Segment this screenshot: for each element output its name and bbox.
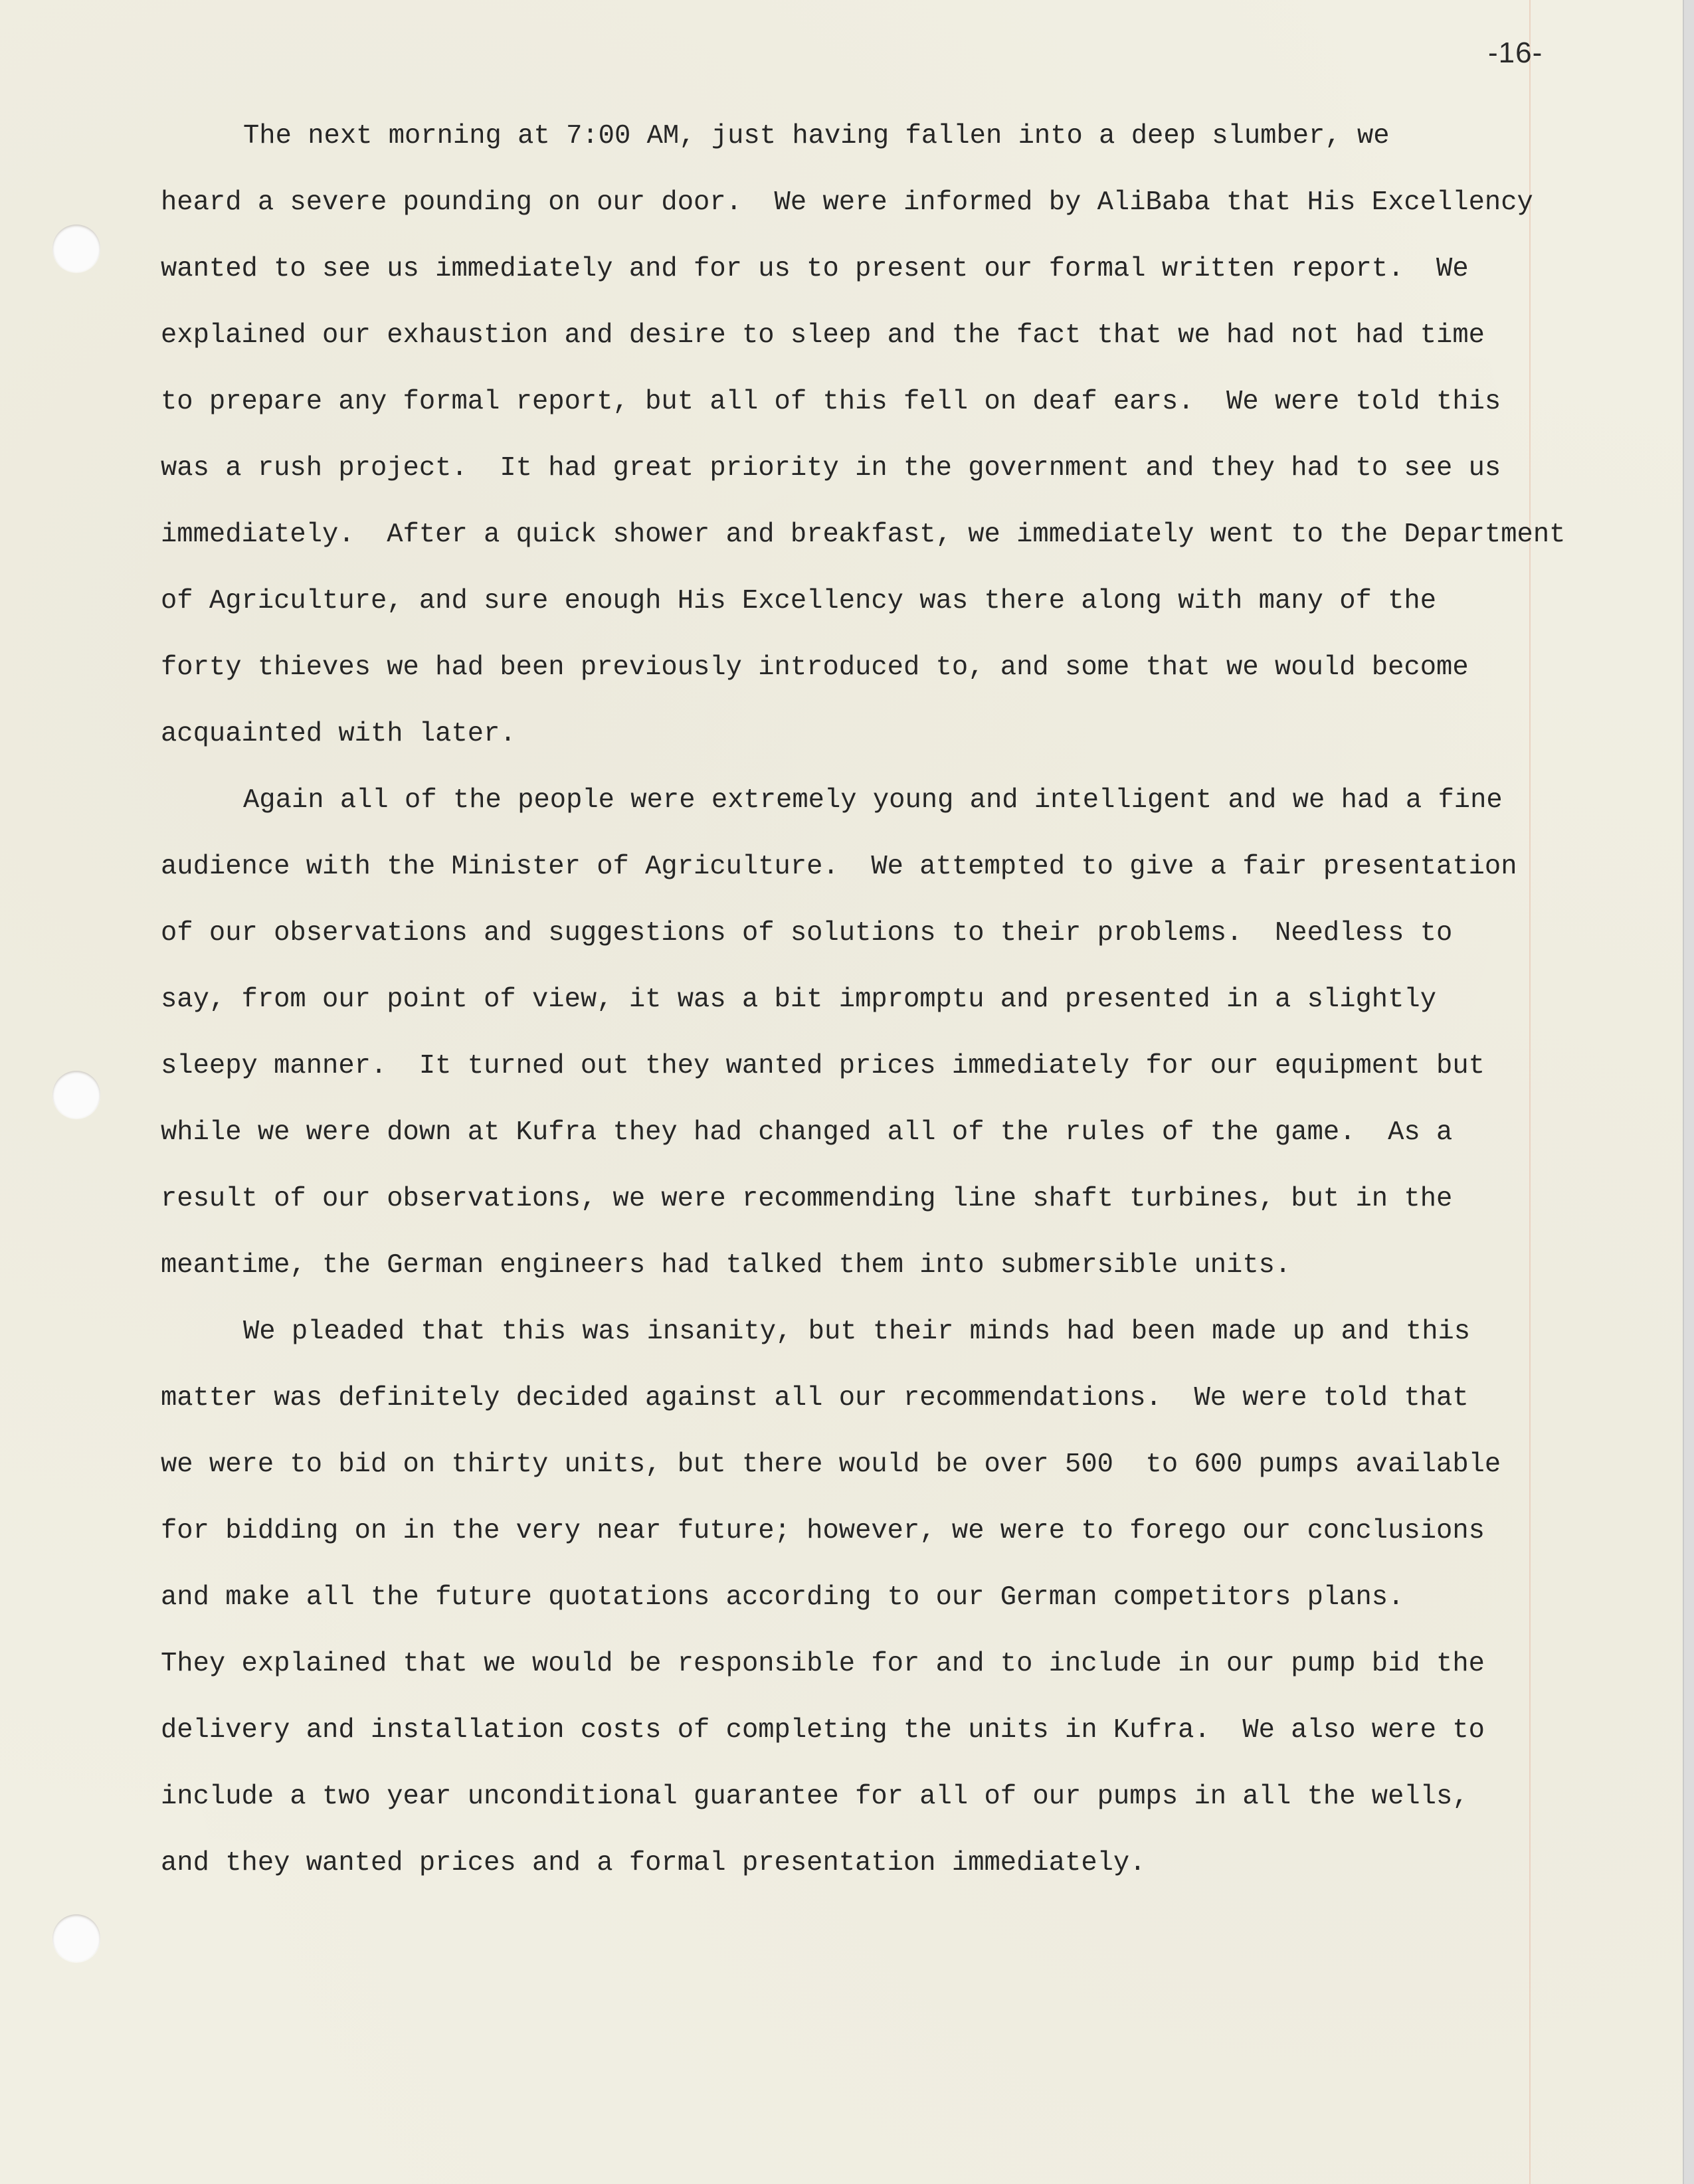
text-line: sleepy manner. It turned out they wanted prices immediately for our equipment but — [161, 1051, 1485, 1081]
text-line: audience with the Minister of Agriculture. We attempted to give a fair presentation — [161, 852, 1517, 882]
text-line: to prepare any formal report, but all of this fell on deaf ears. We were told this — [161, 387, 1501, 417]
punch-hole — [52, 225, 100, 272]
text-line: while we were down at Kufra they had changed all of the rules of the game. As a — [161, 1117, 1453, 1148]
text-line: was a rush project. It had great priority in the government and they had to see us — [161, 453, 1501, 484]
text-line: They explained that we would be responsible for and to include in our pump bid the — [161, 1649, 1485, 1679]
text-line: result of our observations, we were recommending line shaft turbines, but in the — [161, 1184, 1453, 1214]
punch-hole — [52, 1914, 100, 1962]
text-line: say, from our point of view, it was a bit impromptu and presented in a slightly — [161, 984, 1437, 1015]
text-line: wanted to see us immediately and for us to present our formal written report. We — [161, 254, 1469, 284]
text-line: We pleaded that this was insanity, but their minds had been made up and this — [243, 1317, 1471, 1347]
text-line: and they wanted prices and a formal presentation immediately. — [161, 1848, 1146, 1878]
text-line: we were to bid on thirty units, but there would be over 500 to 600 pumps available — [161, 1449, 1501, 1480]
text-line: forty thieves we had been previously introduced to, and some that we would become — [161, 652, 1469, 683]
text-line: heard a severe pounding on our door. We were informed by AliBaba that His Excellency — [161, 187, 1533, 218]
text-line: matter was definitely decided against all our recommendations. We were told that — [161, 1383, 1469, 1413]
scan-edge — [1683, 0, 1694, 2184]
text-line: of our observations and suggestions of solutions to their problems. Needless to — [161, 918, 1453, 949]
punch-hole — [52, 1071, 100, 1119]
text-line: and make all the future quotations according to our German competitors plans. — [161, 1582, 1404, 1613]
text-line: immediately. After a quick shower and breakfast, we immediately went to the Department — [161, 519, 1566, 550]
body-text — [161, 103, 1689, 1896]
text-line: include a two year unconditional guarantee for all of our pumps in all the wells, — [161, 1781, 1469, 1812]
text-line: delivery and installation costs of completing the units in Kufra. We also were to — [161, 1715, 1485, 1746]
text-line: meantime, the German engineers had talked them into submersible units. — [161, 1250, 1291, 1281]
text-line: Again all of the people were extremely young and intelligent and we had a fine — [243, 785, 1503, 816]
text-line: explained our exhaustion and desire to sleep and the fact that we had not had time — [161, 320, 1485, 351]
text-line: for bidding on in the very near future; however, we were to forego our conclusions — [161, 1516, 1485, 1546]
text-line: The next morning at 7:00 AM, just having fallen into a deep slumber, we — [243, 121, 1390, 151]
text-line: of Agriculture, and sure enough His Excellency was there along with many of the — [161, 586, 1437, 616]
text-line: acquainted with later. — [161, 719, 516, 749]
page-number: -16- — [1488, 37, 1543, 69]
